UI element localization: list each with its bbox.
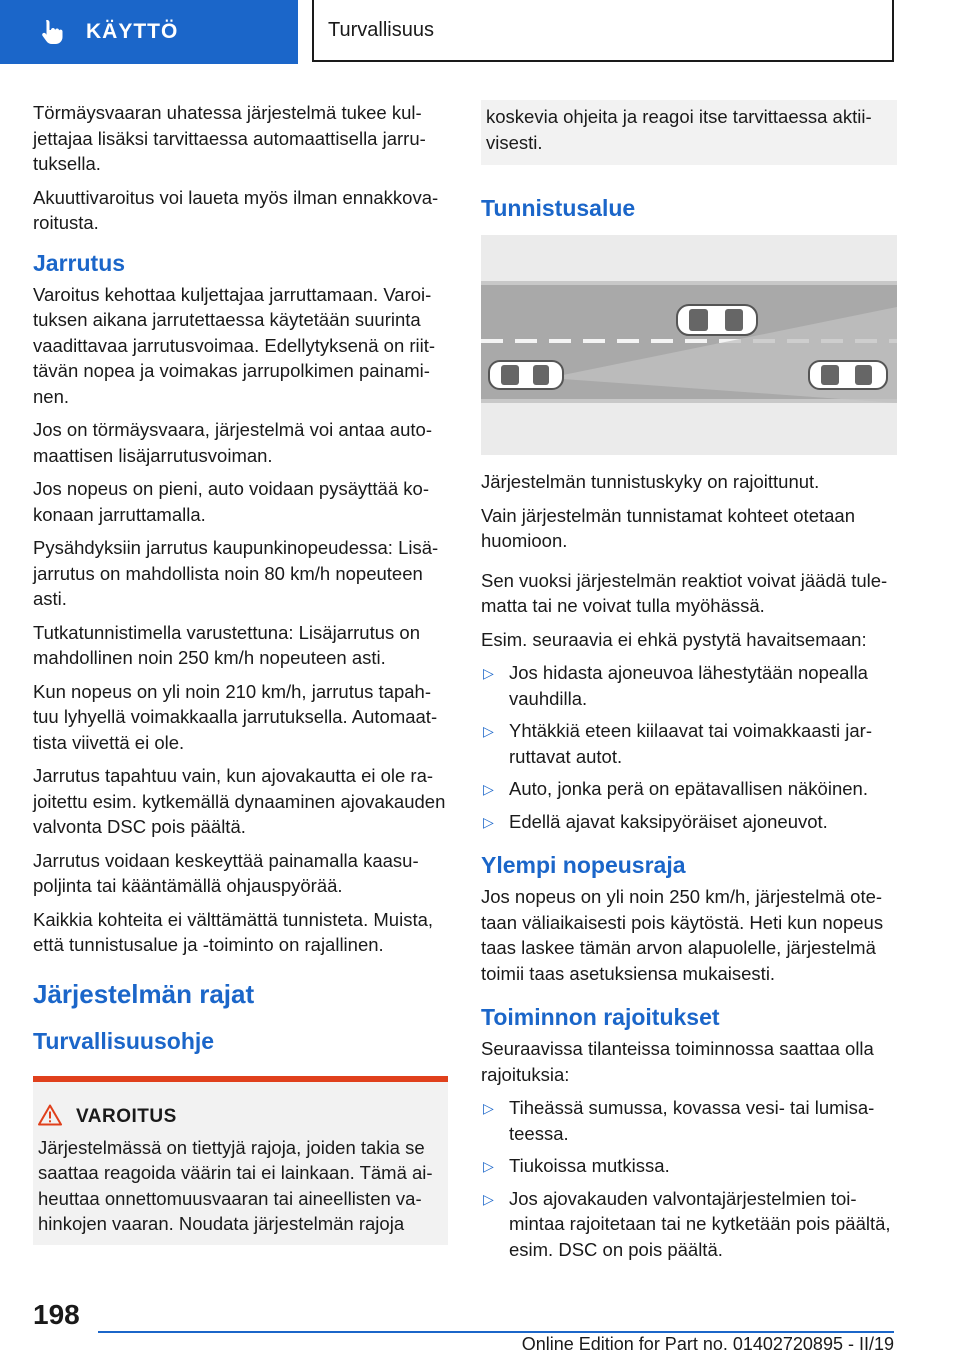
- warning-box-continued: [481, 100, 897, 165]
- paragraph: Kaikkia kohteita ei välttämättä tunnisteta. Muista, että tunnistusalue ja -toiminto on rajallinen.: [33, 908, 434, 955]
- triangle-bullet-icon: ▷: [483, 1100, 494, 1116]
- list-item: ▷ Edellä ajavat kaksipyöräiset ajoneuvot.: [481, 809, 897, 835]
- triangle-bullet-icon: ▷: [483, 1190, 494, 1207]
- warning-triangle-icon: [38, 1104, 62, 1131]
- section-header-label: Turvallisuus: [328, 18, 434, 41]
- warning-text-continued: koskevia ohjeita ja reagoi itse tarvittaessa aktiivisesti.: [486, 106, 872, 153]
- paragraph: Jarrutus voidaan keskeyttää painamalla kaasupoljinta tai kääntämällä ohjauspyörää.: [33, 849, 419, 896]
- triangle-bullet-icon: ▷: [483, 1158, 494, 1174]
- warning-label: VAROITUS: [76, 1106, 177, 1127]
- paragraph: Järjestelmän tunnistuskyky on rajoittunut.: [481, 471, 820, 492]
- triangle-bullet-icon: ▷: [483, 781, 494, 797]
- paragraph: Jos nopeus on pieni, auto voidaan pysäyttää kokonaan jarruttamalla.: [33, 478, 429, 525]
- list-item: ▷ Yhtäkkiä eteen kiilaavat tai voimakkaasti jarruttavat autot.: [483, 720, 872, 767]
- warning-text: Järjestelmässä on tiettyjä rajoja, joiden takia se saattaa reagoida väärin tai ei lainkaan. Tämä aiheuttaa onnettomuusvaaran tai aineellisten vahinkojen vaaran. Noudata järjestelmän rajoja: [38, 1136, 433, 1234]
- paragraph: Jos nopeus on yli noin 250 km/h, järjestelmä otetaan väliaikaisesti pois käytöstä. Heti kun nopeus taas laskee tämän arvon alapuolelle, järjestelmä toimii taas asetuksiensa mukaisesti.: [481, 886, 884, 984]
- heading-jarrutus: Jarrutus: [33, 249, 126, 276]
- paragraph: Vain järjestelmän tunnistamat kohteet otetaan huomioon.: [481, 504, 855, 551]
- paragraph: Pysähdyksiin jarrutus kaupunkinopeudessa: Lisäjarrutus on mahdollista noin 80 km/h nopeuteen asti.: [33, 537, 439, 609]
- paragraph: Varoitus kehottaa kuljettajaa jarruttamaan. Varoituksen aikana jarrutettaessa käytetään suurinta vaadittavaa jarrutusvoimaa. Edellytyksenä on riittävän nopea ja voimakas jarrupolkimen painaminen.: [33, 283, 436, 407]
- hand-pointer-icon: [38, 17, 68, 47]
- list-item: ▷ Tiukoissa mutkissa.: [481, 1153, 897, 1179]
- heading-tunnistusalue: Tunnistusalue: [481, 195, 636, 221]
- footer-edition: Online Edition for Part no. 01402720895 - II/19: [521, 1334, 894, 1354]
- triangle-bullet-icon: ▷: [483, 665, 494, 681]
- limitations-list: [481, 660, 897, 834]
- paragraph: Jos on törmäysvaara, järjestelmä voi antaa automaattisen lisäjarrutusvoiman.: [33, 419, 432, 466]
- paragraph: Sen vuoksi järjestelmän reaktiot voivat jäädä tulematta tai ne voivat tulla myöhässä.: [481, 569, 888, 616]
- function-limitations-list: [481, 1095, 897, 1262]
- heading-jarjestelman-rajat: Järjestelmän rajat: [33, 978, 255, 1009]
- footer-divider: [98, 1331, 894, 1333]
- list-item: ▷ Jos ajovakauden valvontajärjestelmien toimintaa rajoitetaan tai ne kytketään pois päältä, esim. DSC on pois päältä.: [483, 1187, 891, 1260]
- list-item: ▷ Tiheässä sumussa, kovassa vesi- tai lumisateessa.: [483, 1097, 875, 1144]
- heading-ylempi-nopeusraja: Ylempi nopeusraja: [481, 852, 686, 878]
- warning-box: [33, 1076, 448, 1245]
- paragraph: Seuraavissa tilanteissa toiminnossa saattaa olla rajoituksia:: [481, 1038, 874, 1085]
- right-column: [481, 100, 897, 1270]
- paragraph: Esim. seuraavia ei ehkä pystytä havaitsemaan:: [481, 628, 867, 650]
- chapter-tab-label: KÄYTTÖ: [86, 20, 179, 43]
- chapter-tab: [0, 0, 298, 64]
- paragraph: Akuuttivaroitus voi laueta myös ilman ennakkovaroitusta.: [33, 186, 439, 233]
- section-header: [312, 0, 894, 62]
- list-item: ▷ Auto, jonka perä on epätavallisen näköinen.: [481, 776, 897, 802]
- left-column: [33, 100, 448, 1245]
- detection-area-illustration: [481, 235, 897, 455]
- heading-toiminnon-rajoitukset: Toiminnon rajoitukset: [481, 1004, 720, 1030]
- paragraph: Jarrutus tapahtuu vain, kun ajovakautta ei ole rajoitettu esim. kytkemällä dynaaminen ajovakauden valvonta DSC pois päältä.: [33, 765, 446, 837]
- paragraph: Törmäysvaaran uhatessa järjestelmä tukee kuljettajaa lisäksi tarvittaessa automaattisella jarrutuksella.: [33, 102, 426, 174]
- heading-turvallisuusohje: Turvallisuusohje: [33, 1027, 215, 1054]
- triangle-bullet-icon: ▷: [483, 723, 494, 739]
- list-item: ▷ Jos hidasta ajoneuvoa lähestytään nopealla vauhdilla.: [483, 662, 868, 709]
- triangle-bullet-icon: ▷: [483, 813, 494, 830]
- paragraph: Tutkatunnistimella varustettuna: Lisäjarrutus on mahdollinen noin 250 km/h nopeuteen asti.: [33, 621, 420, 668]
- warning-title: [38, 1104, 434, 1131]
- page-number: 198: [33, 1299, 80, 1330]
- paragraph: Kun nopeus on yli noin 210 km/h, jarrutus tapahtuu lyhyellä voimakkaalla jarrutuksella. Automaattista viivettä ei ole.: [33, 680, 438, 753]
